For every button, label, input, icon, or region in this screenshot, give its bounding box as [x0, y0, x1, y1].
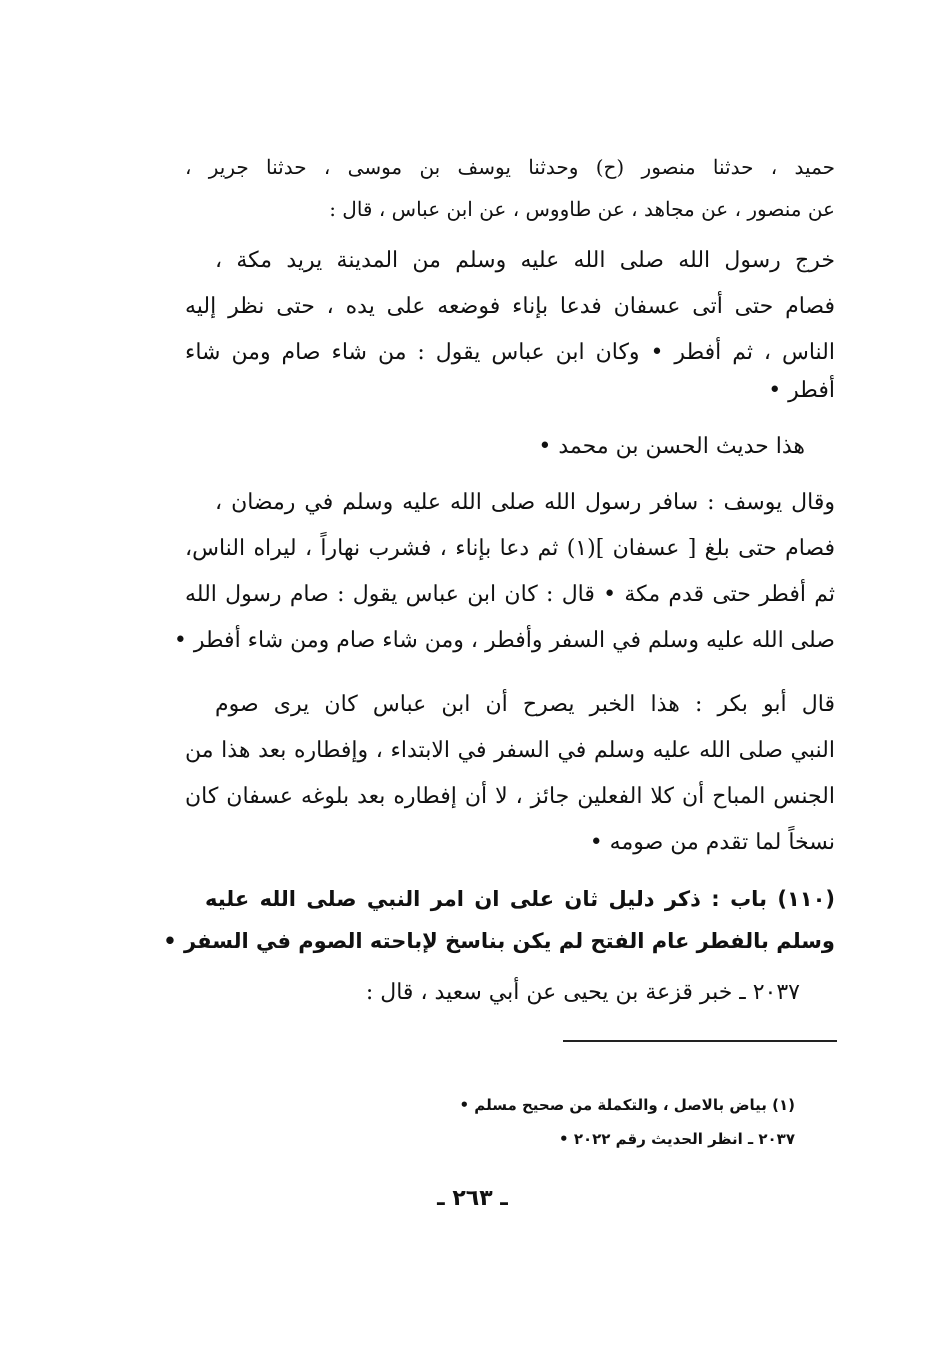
next-hadith-line: ٢٠٣٧ ـ خبر قزعة بن يحيى عن أبي سعيد ، قال :	[365, 980, 800, 1005]
footnote-2: ٢٠٣٧ ـ انظر الحديث رقم ٢٠٢٢ •	[559, 1130, 795, 1148]
hadith-line-1: خرج رسول الله صلى الله عليه وسلم من المدينة يريد مكة ،	[215, 248, 835, 273]
isnad-line-1: حميد ، حدثنا منصور (ح) وحدثنا يوسف بن موسى ، حدثنا جرير ،	[185, 155, 835, 179]
yusuf-line-1: وقال يوسف : سافر رسول الله صلى الله عليه وسلم في رمضان ،	[215, 490, 835, 515]
hadith-line-3: الناس ، ثم أفطر • وكان ابن عباس يقول : من شاء صام ومن شاء	[185, 340, 835, 365]
yusuf-line-2: فصام حتى بلغ [ عسفان ](١) ثم دعا بإناء ، فشرب نهاراً ، ليراه الناس،	[185, 536, 835, 561]
footnote-separator	[563, 1040, 837, 1042]
abu-bakr-line-4: نسخاً لما تقدم من صومه •	[589, 830, 835, 855]
isnad-line-2: عن منصور ، عن مجاهد ، عن طاووس ، عن ابن عباس ، قال :	[329, 197, 835, 221]
abu-bakr-line-1: قال أبو بكر : هذا الخبر يصرح أن ابن عباس كان يرى صوم	[215, 692, 835, 717]
hadith-note: هذا حديث الحسن بن محمد •	[538, 434, 805, 459]
chapter-heading-line-1: (١١٠) باب : ذكر دليل ثان على ان امر النبي صلى الله عليه	[205, 887, 835, 911]
chapter-heading-line-2: وسلم بالفطر عام الفتح لم يكن بناسخ لإباحته الصوم في السفر •	[163, 929, 835, 953]
yusuf-line-4: صلى الله عليه وسلم في السفر وأفطر ، ومن شاء صام ومن شاء أفطر •	[173, 628, 835, 653]
footnote-1: (١) بياض بالاصل ، والتكملة من صحيح مسلم •	[459, 1096, 795, 1114]
abu-bakr-line-3: الجنس المباح أن كلا الفعلين جائز ، لا أن إفطاره بعد بلوغه عسفان كان	[185, 784, 835, 809]
yusuf-line-3: ثم أفطر حتى قدم مكة • قال : كان ابن عباس يقول : صام رسول الله	[185, 582, 835, 607]
hadith-line-4: أفطر •	[768, 378, 835, 403]
page-number: ـ ٢٦٣ ـ	[437, 1186, 508, 1211]
abu-bakr-line-2: النبي صلى الله عليه وسلم في السفر في الابتداء ، وإفطاره بعد هذا من	[185, 738, 835, 763]
hadith-line-2: فصام حتى أتى عسفان فدعا بإناء فوضعه على يده ، حتى نظر إليه	[185, 294, 835, 319]
